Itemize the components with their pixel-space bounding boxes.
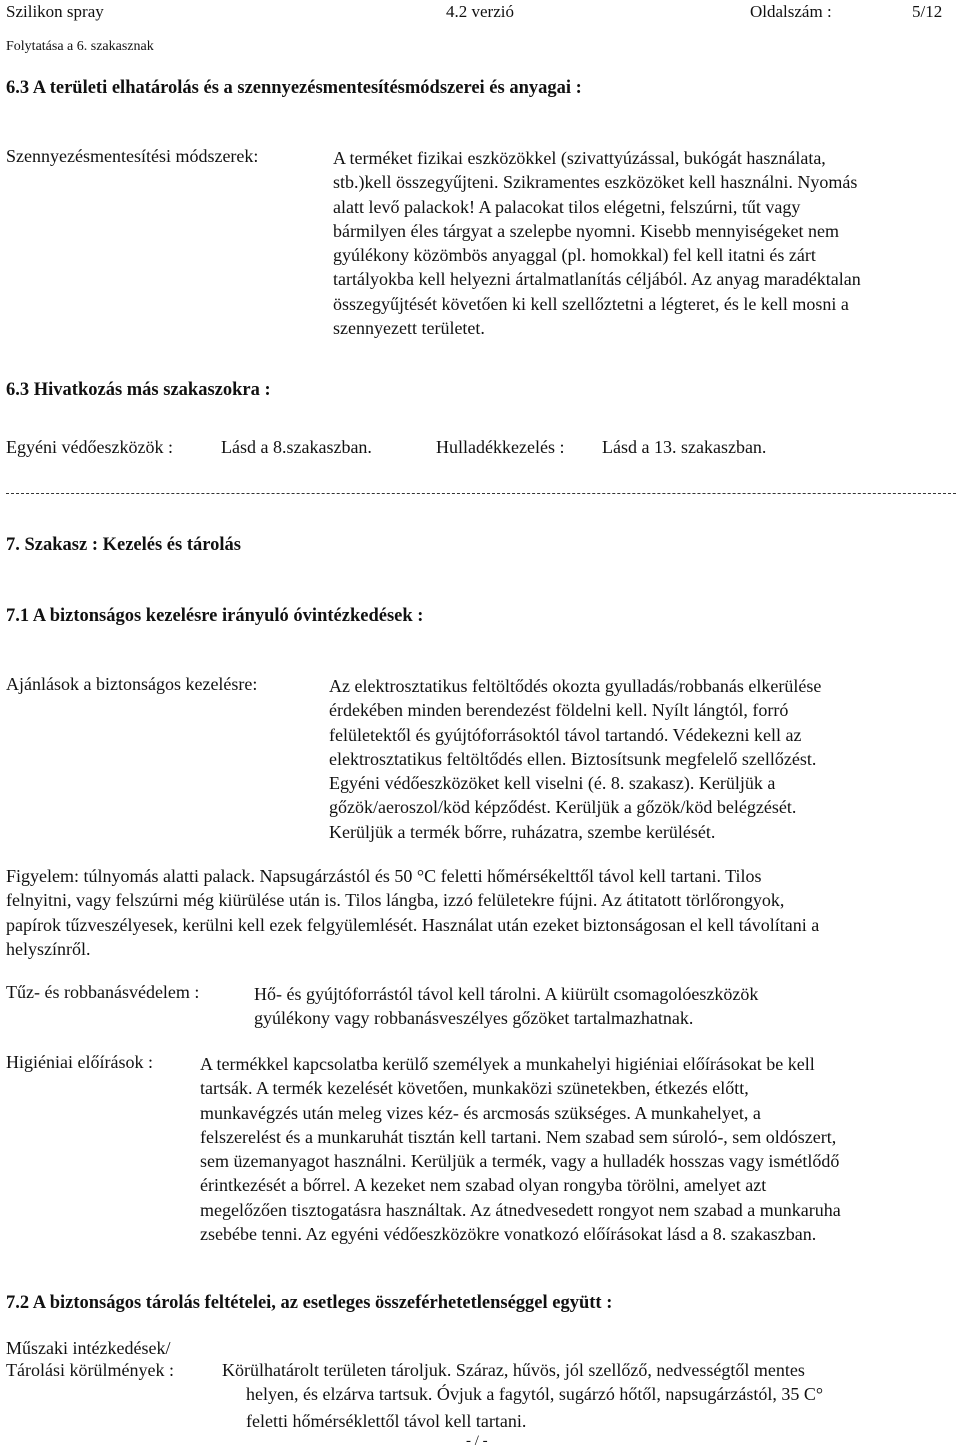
page-number: 5/12 (912, 2, 943, 21)
storage-label-line2: Tárolási körülmények : (6, 1360, 174, 1380)
decontamination-label: Szennyezésmentesítési módszerek: (6, 146, 259, 166)
hygiene-label: Higiéniai előírások : (6, 1052, 153, 1072)
version: 4.2 verzió (446, 2, 514, 21)
ppe-label: Egyéni védőeszközök : (6, 437, 173, 457)
section-6-3-heading: 6.3 A területi elhatárolás és a szennyezésmentesítésmódszerei és anyagai : (6, 78, 582, 98)
handling-label: Ajánlások a biztonságos kezelésre: (6, 674, 258, 694)
section-references-heading: 6.3 Hivatkozás más szakaszokra : (6, 380, 271, 400)
text-line: felületektől és gyújtóforrásoktól távol tartandó. Védekezni kell az (329, 724, 802, 745)
text-line: gyúlékony vagy robbanásveszélyes gőzöket tartalmazhatnak. (254, 1008, 694, 1029)
continued-note: Folytatása a 6. szakasznak (6, 39, 154, 54)
storage-text-line3: feletti hőmérséklettől távol kell tartani. (246, 1411, 527, 1431)
text-line: Kerüljük a termék bőrre, ruházatra, szembe kerülését. (329, 821, 716, 842)
waste-label: Hulladékkezelés : (436, 437, 565, 457)
text-line: felnyitni, vagy felszúrni még kiürülése után is. Tilos lángba, izzó felületekre fújni. Az átitatott törlőrongyok, (6, 890, 785, 911)
text-line: papírok tűzveszélyesek, kerülni kell ezek felgyülemlését. Használat után ezeket biztonságosan el kell távolítani a (6, 914, 820, 935)
text-line: zsebébe tenni. Az egyéni védőeszközökre vonatkozó előírásokat lásd a 8. szakaszban. (200, 1224, 817, 1245)
product-name: Szilikon spray (6, 2, 104, 21)
waste-value: Lásd a 13. szakaszban. (602, 437, 767, 457)
text-line: gyúlékony közömbös anyaggal (pl. homokkal) fel kell itatni és zárt (333, 245, 816, 266)
section-divider (6, 493, 956, 494)
fire-text (254, 982, 758, 1031)
fire-label: Tűz- és robbanásvédelem : (6, 982, 200, 1002)
ppe-value: Lásd a 8.szakaszban. (221, 437, 372, 457)
storage-text-line1: Körülhatárolt területen tároljuk. Száraz, hűvös, jól szellőző, nedvességtől mentes (222, 1360, 805, 1380)
section-7-heading: 7. Szakasz : Kezelés és tárolás (6, 535, 241, 555)
text-line: összegyűjtését követően ki kell szellőztetni a légteret, és le kell mosni a (333, 293, 849, 314)
page-label: Oldalszám : (750, 2, 832, 21)
text-line: Hő- és gyújtóforrástól távol kell tárolni. A kiürült csomagolóeszközök (254, 984, 759, 1004)
text-line: Egyéni védőeszközöket kell viselni (é. 8. szakasz). Kerüljük a (329, 773, 776, 794)
storage-label-line1: Műszaki intézkedések/ (6, 1338, 171, 1358)
text-line: megelőzően tisztogatásra használtak. Az átnedvesedett rongyot nem szabad a munkaruha (200, 1199, 841, 1220)
text-line: tartsák. A termék kezelését követően, munkaközi szünetekben, étkezés előtt, (200, 1078, 749, 1099)
text-line: sem üzemanyagot használni. Kerüljük a termék, vagy a hulladék hosszas vagy ismétlődő (200, 1151, 840, 1172)
text-line: stb.)kell összegyűjteni. Szikramentes eszközöket kell használni. Nyomás (333, 172, 858, 193)
decontamination-text (333, 146, 861, 340)
text-line: alatt levő palackok! A palacokat tilos elégetni, felszúrni, tűt vagy (333, 196, 801, 217)
text-line: munkavégzés után meleg vizes kéz- és arcmosás szükséges. A munkahelyet, a (200, 1102, 761, 1123)
handling-text (329, 674, 821, 844)
warning-paragraph (6, 864, 819, 961)
text-line: A terméket fizikai eszközökkel (szivattyúzással, bukógát használata, (333, 148, 826, 168)
text-line: Figyelem: túlnyomás alatti palack. Napsugárzástól és 50 °C feletti hőmérsékelttől távol kell tartani. Tilos (6, 866, 762, 886)
text-line: helyszínről. (6, 938, 91, 959)
text-line: felszerelést és a munkaruhát tisztán kell tartani. Nem szabad sem súroló-, sem oldószert, (200, 1126, 837, 1147)
section-7-1-heading: 7.1 A biztonságos kezelésre irányuló óvintézkedések : (6, 606, 424, 626)
hygiene-text (200, 1052, 841, 1246)
text-line: gőzök/aeroszol/köd képződést. Kerüljük a gőzök/köd belégzését. (329, 797, 797, 818)
text-line: tartályokba kell helyezni ártalmatlanítás céljából. Az anyag maradéktalan (333, 269, 861, 290)
page-footer-marker: - / - (466, 1433, 488, 1449)
section-7-2-heading: 7.2 A biztonságos tárolás feltételei, az esetleges összeférhetetlenséggel együtt : (6, 1293, 613, 1313)
text-line: elektrosztatikus feltöltődés ellen. Biztosítsunk megfelelő szellőzést. (329, 748, 817, 769)
text-line: Az elektrosztatikus feltöltődés okozta gyulladás/robbanás elkerülése (329, 676, 822, 696)
text-line: érintkezését a bőrrel. A kezeket nem szabad olyan rongyba törölni, amelyet azt (200, 1175, 767, 1196)
text-line: szennyezett területet. (333, 318, 485, 339)
text-line: érdekében minden berendezést földelni kell. Nyílt lángtól, forró (329, 700, 789, 721)
text-line: A termékkel kapcsolatba kerülő személyek a munkahelyi higiéniai előírásokat be kell (200, 1054, 815, 1074)
text-line: bármilyen éles tárgyat a szelepbe nyomni. Kisebb mennyiségeket nem (333, 220, 840, 241)
storage-text-line2: helyen, és elzárva tartsuk. Óvjuk a fagytól, sugárzó hőtől, napsugárzástól, 35 C° (246, 1384, 824, 1404)
